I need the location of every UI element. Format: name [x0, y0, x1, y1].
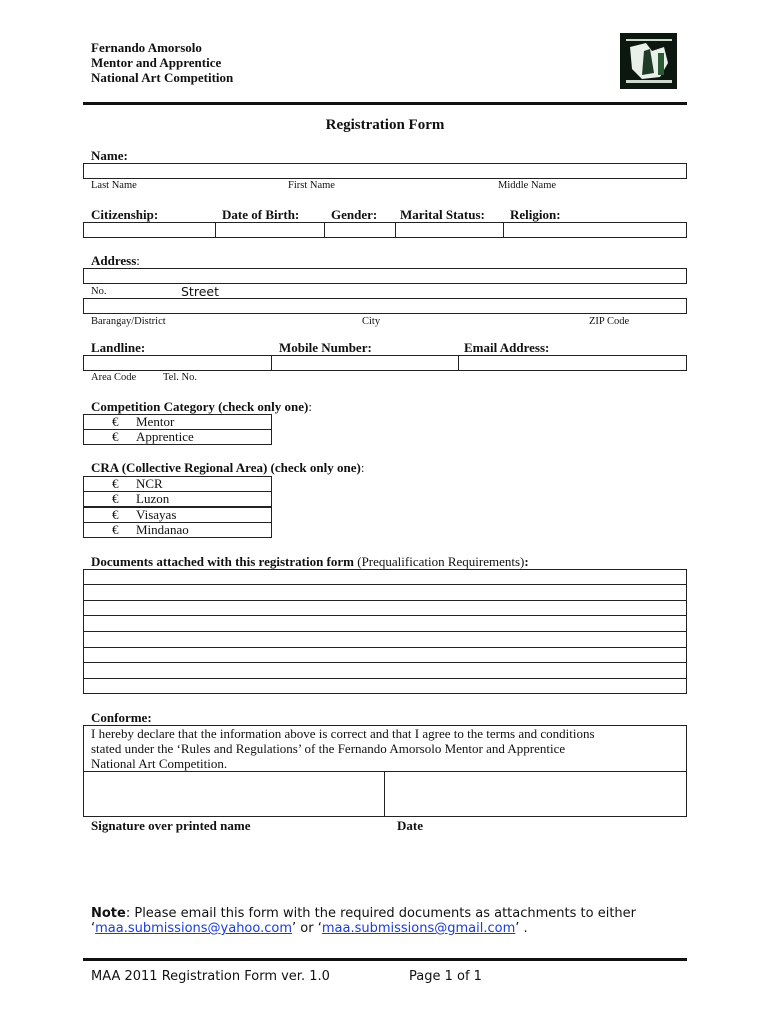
- document-row-5[interactable]: [83, 632, 687, 648]
- option-mentor[interactable]: [83, 414, 272, 430]
- citizenship-input[interactable]: [83, 222, 215, 238]
- option-label: Mentor: [136, 414, 175, 429]
- footer-divider: [83, 958, 687, 961]
- address-street-input[interactable]: [83, 268, 687, 284]
- last-name-caption: Last Name: [91, 180, 137, 191]
- note-line-2: [91, 921, 636, 936]
- city-caption: City: [362, 316, 381, 327]
- option-mindanao[interactable]: [83, 522, 272, 538]
- cra-label-text: CRA (Collective Regional Area) (check only one): [91, 460, 361, 475]
- document-row-3[interactable]: [83, 601, 687, 616]
- option-label: NCR: [136, 476, 163, 491]
- cra-label: [91, 460, 364, 476]
- zip-caption: ZIP Code: [589, 316, 630, 327]
- declaration-line-3: National Art Competition.: [91, 756, 228, 771]
- landline-label: Landline:: [91, 340, 146, 355]
- area-code-caption: Area Code: [91, 372, 137, 383]
- signature-input[interactable]: [84, 772, 384, 816]
- declaration-line-1: I hereby declare that the information above is correct and that I agree to the terms and conditions: [91, 726, 595, 741]
- street-caption: Street: [181, 284, 219, 299]
- option-label: Mindanao: [136, 522, 189, 537]
- conforme-label: Conforme:: [91, 710, 152, 725]
- email-label: Email Address:: [464, 340, 550, 355]
- checkbox-icon[interactable]: €: [112, 476, 119, 491]
- date-caption: Date: [397, 818, 423, 833]
- first-name-caption: First Name: [288, 180, 335, 191]
- option-label: Luzon: [136, 491, 170, 506]
- competition-category-label: [91, 399, 312, 415]
- religion-input[interactable]: [504, 222, 686, 238]
- option-label: Apprentice: [136, 429, 194, 444]
- header-line-2: Mentor and Apprentice: [91, 55, 222, 70]
- house-no-caption: No.: [91, 286, 107, 297]
- mobile-label: Mobile Number:: [279, 340, 372, 355]
- option-luzon[interactable]: [83, 491, 272, 507]
- quote-open: ‘: [91, 921, 96, 936]
- address-label: [91, 253, 140, 269]
- marital-status-label: Marital Status:: [400, 207, 485, 222]
- documents-label-colon: :: [524, 554, 529, 569]
- header-divider: [83, 102, 687, 105]
- yahoo-email-link[interactable]: maa.submissions@yahoo.com: [95, 921, 293, 936]
- footer-page-number: Page 1 of 1: [409, 969, 482, 984]
- form-title: Registration Form: [325, 117, 445, 133]
- address-city-input[interactable]: [83, 298, 687, 314]
- declaration-line-2: stated under the ‘Rules and Regulations’ of the Fernando Amorsolo Mentor and Apprentice: [91, 741, 566, 756]
- gender-input[interactable]: [325, 222, 395, 238]
- note-mid: ’ or ‘: [292, 921, 322, 936]
- competition-category-colon: :: [308, 399, 312, 414]
- header-title: [91, 40, 233, 85]
- middle-name-caption: Middle Name: [498, 180, 557, 191]
- note-bold: Note: [91, 906, 126, 921]
- gender-label: Gender:: [331, 207, 378, 222]
- checkbox-icon[interactable]: €: [112, 522, 119, 537]
- religion-label: Religion:: [510, 207, 561, 222]
- note-text: : Please email this form with the required documents as attachments to either: [125, 906, 636, 921]
- option-apprentice[interactable]: [83, 429, 272, 445]
- barangay-caption: Barangay/District: [91, 316, 166, 327]
- competition-category-text: Competition Category (check only one): [91, 399, 309, 414]
- marital-status-input[interactable]: [396, 222, 503, 238]
- document-row-2[interactable]: [83, 585, 687, 601]
- name-label: Name:: [91, 148, 128, 163]
- document-row-6[interactable]: [83, 648, 687, 663]
- documents-label: [91, 554, 529, 570]
- signature-caption: Signature over printed name: [91, 818, 251, 833]
- dob-input[interactable]: [216, 222, 324, 238]
- note: [91, 906, 636, 936]
- checkbox-icon[interactable]: €: [112, 491, 119, 506]
- mobile-input[interactable]: [272, 355, 458, 371]
- date-input[interactable]: [385, 772, 686, 816]
- tel-no-caption: Tel. No.: [163, 372, 197, 383]
- document-row-4[interactable]: [83, 616, 687, 632]
- document-row-7[interactable]: [83, 663, 687, 679]
- checkbox-icon[interactable]: €: [112, 429, 119, 444]
- name-input[interactable]: [83, 163, 687, 179]
- documents-label-paren: (Prequalification Requirements): [353, 554, 525, 569]
- gmail-email-link[interactable]: maa.submissions@gmail.com: [321, 921, 516, 936]
- note-end: ’ .: [515, 921, 528, 936]
- header-line-1: Fernando Amorsolo: [91, 40, 202, 55]
- landline-input[interactable]: [83, 355, 271, 371]
- address-colon: :: [136, 253, 140, 268]
- option-label: Visayas: [136, 507, 177, 522]
- competition-logo: [620, 33, 677, 89]
- option-visayas[interactable]: [83, 507, 272, 523]
- documents-label-text: Documents attached with this registration form: [91, 554, 354, 569]
- checkbox-icon[interactable]: €: [112, 414, 119, 429]
- declaration-text: [91, 726, 595, 771]
- note-line-1: [91, 906, 636, 921]
- option-ncr[interactable]: [83, 476, 272, 492]
- header-line-3: National Art Competition: [91, 70, 234, 85]
- email-input[interactable]: [459, 355, 686, 371]
- citizenship-label: Citizenship:: [91, 207, 159, 222]
- document-row-1[interactable]: [83, 569, 687, 585]
- cra-label-colon: :: [360, 460, 365, 475]
- footer-form-version: MAA 2011 Registration Form ver. 1.0: [91, 969, 330, 984]
- dob-label: Date of Birth:: [222, 207, 300, 222]
- address-label-text: Address: [91, 253, 137, 268]
- document-row-8[interactable]: [83, 679, 687, 694]
- checkbox-icon[interactable]: €: [112, 507, 119, 522]
